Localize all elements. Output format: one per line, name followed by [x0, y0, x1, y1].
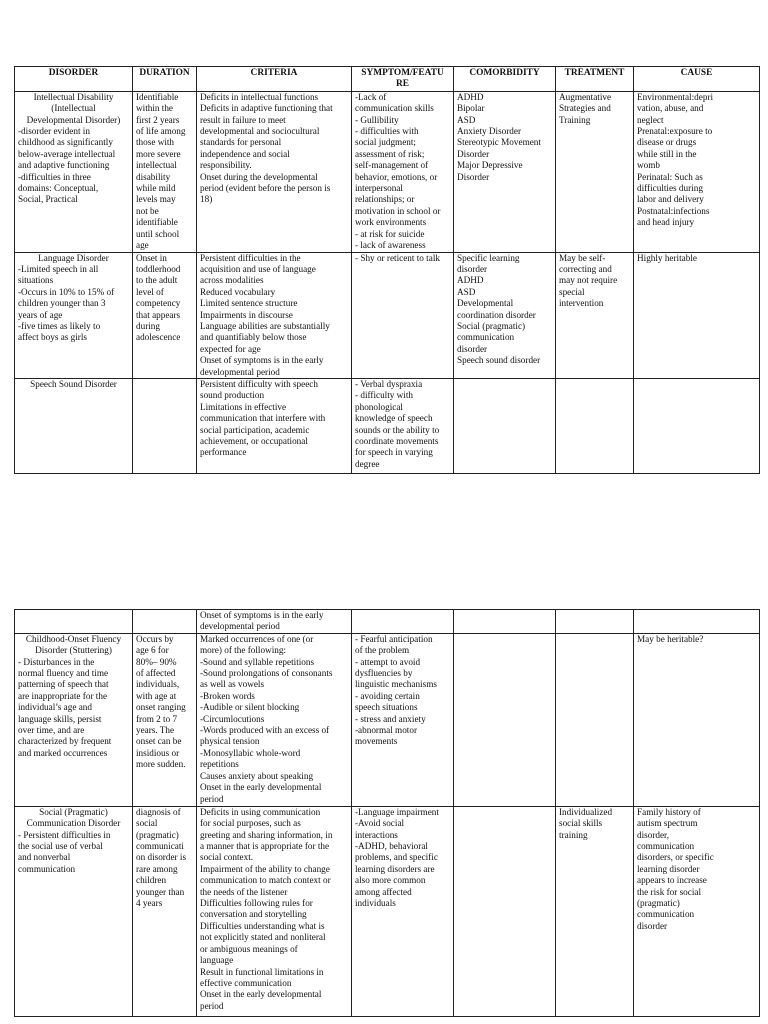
symptom-line: - Verbal dyspraxia — [355, 378, 423, 389]
cell-disorder — [15, 378, 133, 473]
cause-line: Postnatal:infections — [637, 205, 710, 216]
cause-line: Prenatal:exposure to — [637, 126, 713, 137]
cause-line: neglect — [637, 114, 664, 125]
cell-treatment — [556, 91, 634, 252]
cause-line: disorders, or specific — [637, 852, 714, 863]
disorder-note-line: -Limited speech in all — [18, 263, 99, 274]
symptom-line: social judgment; — [355, 137, 416, 148]
disorder-name-line: Childhood-Onset Fluency — [25, 633, 122, 644]
disorder-note-line: children younger than 3 — [18, 298, 106, 309]
comorbidity-line: Stereotypic Movement — [457, 137, 541, 148]
criteria-line: a manner that is appropriate for the — [200, 841, 330, 852]
duration-line: children — [136, 875, 167, 886]
duration-line: from 2 to 7 — [136, 713, 178, 724]
cell-comorbidity — [454, 806, 556, 1016]
criteria-line: Impairment of the ability to change — [200, 863, 330, 874]
criteria-line: across modalities — [200, 275, 264, 286]
disorder-note-line: childhood as significantly — [18, 137, 113, 148]
cell-duration — [133, 610, 197, 634]
criteria-line: Limited sentence structure — [200, 298, 298, 309]
disorder-note-line: Social, Practical — [18, 194, 78, 205]
criteria-line: developmental and sociocultural — [200, 126, 320, 137]
duration-line: identifiable — [136, 217, 178, 228]
duration-line: that appears — [136, 309, 181, 320]
symptom-line: - difficulty with — [355, 390, 414, 401]
disorder-name-line: Developmental Disorder) — [26, 114, 121, 125]
treatment-line: May be self- — [559, 252, 606, 263]
cell-symptom — [352, 378, 454, 473]
table-row — [15, 91, 760, 252]
cell-cause — [634, 633, 760, 806]
symptom-line: - avoiding certain — [355, 690, 420, 701]
duration-line: diagnosis of — [136, 806, 181, 817]
symptom-line: individuals — [355, 898, 396, 909]
table-row — [15, 378, 760, 473]
duration-line: disability — [136, 171, 171, 182]
table-row — [15, 610, 760, 634]
cause-line: while still in the — [637, 148, 697, 159]
symptom-line: communication skills — [355, 103, 434, 114]
symptom-line: -Lack of — [355, 91, 387, 102]
cause-line: learning disorder — [637, 863, 700, 874]
duration-line: with age at — [136, 690, 177, 701]
header-disorder: DISORDER — [15, 67, 133, 92]
duration-line: Occurs by — [136, 633, 174, 644]
comorbidity-line: ASD — [457, 286, 476, 297]
duration-line: 4 years — [136, 898, 163, 909]
cause-line: womb — [637, 160, 660, 171]
treatment-line: correcting and — [559, 263, 612, 274]
symptom-line: -ADHD, behavioral — [355, 841, 428, 852]
criteria-line: social participation, academic — [200, 424, 310, 435]
comorbidity-line: Disorder — [457, 148, 490, 159]
symptom-line: relationships; or — [355, 194, 415, 205]
cause-line: labor and delivery — [637, 194, 704, 205]
criteria-line: physical tension — [200, 736, 260, 747]
symptom-line: self-management of — [355, 160, 429, 171]
criteria-line: developmental period — [200, 621, 280, 632]
criteria-line: social context. — [200, 852, 254, 863]
comorbidity-line: ADHD — [457, 91, 484, 102]
duration-line: intellectual — [136, 160, 177, 171]
duration-line: individuals, — [136, 679, 180, 690]
cell-criteria — [197, 633, 352, 806]
header-row — [15, 67, 760, 92]
disorder-note-line: -disorder evident in — [18, 126, 90, 137]
header-symptom: SYMPTOM/FEATU RE — [352, 67, 454, 92]
disorder-note-line: below-average intellectual — [18, 148, 116, 159]
treatment-line: Strategies and — [559, 103, 611, 114]
criteria-line: Deficits in intellectual functions — [200, 91, 319, 102]
criteria-line: Persistent difficulties in the — [200, 252, 301, 263]
symptom-line: among affected — [355, 886, 412, 897]
duration-line: within the — [136, 103, 174, 114]
cell-symptom — [352, 91, 454, 252]
treatment-line: may not require — [559, 275, 618, 286]
symptom-line: -Language impairment — [355, 806, 439, 817]
symptom-line: degree — [355, 458, 380, 469]
treatment-line: training — [559, 829, 588, 840]
cell-symptom — [352, 806, 454, 1016]
criteria-line: communication that interfere with — [200, 413, 326, 424]
comorbidity-line: Speech sound disorder — [457, 355, 541, 366]
disorder-note-line: patterning of speech that — [18, 679, 109, 690]
criteria-line: achievement, or occupational — [200, 436, 308, 446]
symptom-line: - Fearful anticipation — [355, 633, 433, 644]
symptom-line: knowledge of speech — [355, 413, 433, 424]
disorder-name-line: Intellectual Disability — [33, 91, 114, 102]
criteria-line: Impairments in discourse — [200, 309, 293, 320]
cell-disorder — [15, 806, 133, 1016]
criteria-line: -Sound prolongations of consonants — [200, 668, 333, 679]
criteria-line: Deficits in adaptive functioning that — [200, 103, 333, 114]
criteria-line: -Words produced with an excess of — [200, 725, 330, 736]
cell-symptom — [352, 252, 454, 378]
disorder-note-line: the social use of verbal — [18, 841, 103, 852]
cell-duration — [133, 252, 197, 378]
duration-line: social — [136, 818, 158, 829]
cause-line: communication — [637, 841, 695, 852]
criteria-line: Deficits in using communication — [200, 806, 321, 817]
criteria-line: standards for personal — [200, 137, 282, 148]
disorder-name-line: Communication Disorder — [26, 818, 121, 829]
cell-criteria — [197, 610, 352, 634]
criteria-line: language — [200, 955, 234, 966]
duration-line: age — [136, 240, 149, 251]
treatment-line: Individualized — [559, 806, 613, 817]
cell-comorbidity — [454, 252, 556, 378]
cell-disorder — [15, 633, 133, 806]
cell-duration — [133, 806, 197, 1016]
symptom-line: - attempt to avoid — [355, 656, 421, 667]
comorbidity-line: ADHD — [457, 275, 484, 286]
duration-line: insidious or — [136, 747, 180, 758]
cause-line: Perinatal: Such as — [637, 171, 703, 182]
cause-line: vation, abuse, and — [637, 103, 704, 114]
disorder-name-line: (Intellectual — [51, 103, 96, 114]
disorder-note-line: characterized by frequent — [18, 736, 112, 747]
criteria-line: responsibility. — [200, 160, 252, 171]
cause-line: disease or drugs — [637, 137, 697, 148]
cell-disorder — [15, 610, 133, 634]
criteria-line: more) of the following: — [200, 645, 286, 656]
cell-criteria — [197, 91, 352, 252]
disorder-name-line: Social (Pragmatic) — [39, 806, 108, 817]
comorbidity-line: Social (pragmatic) — [457, 320, 526, 331]
criteria-line: performance — [200, 447, 247, 458]
duration-line: competency — [136, 298, 181, 309]
criteria-line: Marked occurrences of one (or — [200, 633, 314, 644]
disorder-note-line: and marked occurrences — [18, 747, 108, 758]
disorder-note-line: over time, and are — [18, 725, 85, 736]
criteria-line: period — [200, 793, 224, 804]
criteria-line: period (evident before the person is — [200, 183, 331, 194]
comorbidity-line: disorder — [457, 343, 488, 354]
criteria-line: greeting and sharing information, in — [200, 829, 333, 840]
criteria-line: the needs of the listener — [200, 886, 288, 897]
cell-criteria — [197, 806, 352, 1016]
criteria-line: independence and social — [200, 148, 290, 159]
header-comorbidity: COMORBIDITY — [454, 67, 556, 92]
symptom-line: dysfluencies by — [355, 668, 413, 679]
symptom-line: sounds or the ability to — [355, 424, 440, 435]
symptom-line: also more common — [355, 875, 426, 886]
symptom-line: motivation in school or — [355, 205, 441, 216]
cause-line: (pragmatic) — [637, 898, 680, 909]
cell-cause — [634, 610, 760, 634]
criteria-line: expected for age — [200, 343, 261, 354]
disorder-note-line: -Occurs in 10% to 15% of — [18, 286, 115, 297]
duration-line: to the adult — [136, 275, 178, 286]
cell-duration — [133, 378, 197, 473]
criteria-line: period — [200, 1000, 224, 1011]
cell-disorder — [15, 91, 133, 252]
criteria-line: acquisition and use of language — [200, 263, 316, 274]
duration-line: age 6 for — [136, 645, 169, 656]
header-duration: DURATION — [133, 67, 197, 92]
symptom-line: problems, and specific — [355, 852, 438, 863]
symptom-line: coordinate movements — [355, 436, 439, 446]
criteria-line: repetitions — [200, 759, 239, 770]
header-treatment: TREATMENT — [556, 67, 634, 92]
cell-cause — [634, 91, 760, 252]
duration-line: onset ranging — [136, 702, 186, 713]
criteria-line: result in failure to meet — [200, 114, 286, 125]
symptom-line: for speech in varying — [355, 447, 433, 458]
criteria-line: -Broken words — [200, 690, 255, 701]
disorder-note-line: language skills, persist — [18, 713, 102, 724]
header-cause: CAUSE — [634, 67, 760, 92]
comorbidity-line: Developmental — [457, 298, 514, 309]
disorder-note-line: and nonverbal — [18, 852, 71, 863]
symptom-line: - Shy or reticent to talk — [355, 252, 440, 263]
cause-line: Family history of — [637, 806, 701, 817]
disorder-note-line: individual’s age and — [18, 702, 92, 713]
duration-line: younger than — [136, 886, 185, 897]
criteria-line: effective communication — [200, 977, 292, 988]
symptom-line: work environments — [355, 217, 427, 228]
duration-line: rare among — [136, 863, 178, 874]
duration-line: on disorder is — [136, 852, 187, 863]
criteria-line: Limitations in effective — [200, 401, 287, 412]
comorbidity-line: disorder — [457, 263, 488, 274]
criteria-line: for social purposes, such as — [200, 818, 301, 829]
cause-line: the risk for social — [637, 886, 702, 897]
criteria-line: -Sound and syllable repetitions — [200, 656, 315, 667]
header-criteria: CRITERIA — [197, 67, 352, 92]
symptom-line: learning disorders are — [355, 863, 435, 874]
treatment-line: Augmentative — [559, 91, 612, 102]
symptom-line: movements — [355, 736, 398, 747]
criteria-line: -Circumlocutions — [200, 713, 265, 724]
cell-comorbidity — [454, 610, 556, 634]
comorbidity-line: Major Depressive — [457, 160, 523, 171]
criteria-line: Onset of symptoms is in the early — [200, 355, 324, 366]
criteria-line: sound production — [200, 390, 265, 401]
disorder-name-line: Language Disorder — [38, 252, 109, 263]
criteria-line: Difficulties understanding what is — [200, 920, 325, 931]
symptom-line: -Avoid social — [355, 818, 405, 829]
disorders-table-top — [14, 66, 760, 474]
duration-line: onset can be — [136, 736, 182, 747]
comorbidity-line: Disorder — [457, 171, 490, 182]
cell-cause — [634, 378, 760, 473]
criteria-line: Onset in the early developmental — [200, 989, 322, 1000]
treatment-line: social skills — [559, 818, 603, 829]
disorder-note-line: - Persistent difficulties in — [18, 829, 111, 840]
duration-line: more severe — [136, 148, 181, 159]
criteria-line: communication to match context or — [200, 875, 331, 886]
criteria-line: conversation and storytelling — [200, 909, 307, 920]
treatment-line: Training — [559, 114, 591, 125]
cell-treatment — [556, 610, 634, 634]
duration-line: those with — [136, 137, 175, 148]
criteria-line: and quantifiably below those — [200, 332, 307, 343]
symptom-line: behavior, emotions, or — [355, 171, 438, 182]
comorbidity-line: ASD — [457, 114, 476, 125]
duration-line: levels may — [136, 194, 176, 205]
cell-symptom — [352, 633, 454, 806]
table-row — [15, 806, 760, 1016]
disorder-note-line: years of age — [18, 309, 63, 320]
cell-treatment — [556, 633, 634, 806]
criteria-line: or ambiguous meanings of — [200, 943, 298, 954]
cell-treatment — [556, 252, 634, 378]
symptom-line: - stress and anxiety — [355, 713, 426, 724]
cause-line: and head injury — [637, 217, 695, 228]
disorder-note-line: -difficulties in three — [18, 171, 91, 182]
cause-line: disorder, — [637, 829, 670, 840]
duration-line: years. The — [136, 725, 175, 736]
cause-line: Environmental:depri — [637, 91, 714, 102]
cell-treatment — [556, 378, 634, 473]
disorder-note-line: affect boys as girls — [18, 332, 87, 343]
symptom-line: -abnormal motor — [355, 725, 417, 736]
cell-treatment — [556, 806, 634, 1016]
duration-line: more sudden. — [136, 759, 186, 770]
criteria-line: Persistent difficulty with speech — [200, 378, 318, 389]
disorder-note-line: communication — [18, 863, 76, 874]
disorder-note-line: and adaptive functioning — [18, 160, 110, 171]
duration-line: level of — [136, 286, 164, 297]
cell-criteria — [197, 378, 352, 473]
cell-comorbidity — [454, 378, 556, 473]
cause-line: May be heritable? — [637, 633, 704, 644]
duration-line: Identifiable — [136, 91, 179, 102]
disorder-name-line: Speech Sound Disorder — [30, 378, 117, 389]
duration-line: Onset in — [136, 252, 167, 263]
cell-cause — [634, 806, 760, 1016]
disorder-note-line: domains: Conceptual, — [18, 183, 99, 194]
comorbidity-line: Anxiety Disorder — [457, 126, 522, 137]
criteria-line: not explicitly stated and nonliteral — [200, 932, 326, 943]
comorbidity-line: communication — [457, 332, 515, 343]
symptom-line: - difficulties with — [355, 126, 419, 137]
criteria-line: Causes anxiety about speaking — [200, 770, 314, 781]
criteria-line: Reduced vocabulary — [200, 286, 276, 297]
criteria-line: 18) — [200, 194, 213, 205]
cause-line: disorder — [637, 920, 668, 931]
comorbidity-line: Specific learning — [457, 252, 520, 263]
treatment-line: intervention — [559, 298, 604, 309]
disorder-note-line: -five times as likely to — [18, 320, 101, 331]
duration-line: while mild — [136, 183, 176, 194]
symptom-line: - Gullibility — [355, 114, 399, 125]
symptom-line: interpersonal — [355, 183, 403, 194]
duration-line: not be — [136, 205, 159, 216]
cell-cause — [634, 252, 760, 378]
comorbidity-line: coordination disorder — [457, 309, 536, 320]
cell-duration — [133, 633, 197, 806]
criteria-line: -Monosyllabic whole-word — [200, 747, 301, 758]
disorder-note-line: are inappropriate for the — [18, 690, 108, 701]
cell-duration — [133, 91, 197, 252]
table-row — [15, 252, 760, 378]
duration-line: (pragmatic) — [136, 829, 179, 840]
duration-line: of affected — [136, 668, 176, 679]
duration-line: communicati — [136, 841, 184, 852]
symptom-line: - lack of awareness — [355, 240, 426, 251]
symptom-line: - at risk for suicide — [355, 228, 425, 239]
cell-comorbidity — [454, 633, 556, 806]
criteria-line: Onset during the developmental — [200, 171, 318, 182]
cause-line: Highly heritable — [637, 252, 697, 263]
symptom-line: interactions — [355, 829, 398, 840]
duration-line: first 2 years — [136, 114, 180, 125]
duration-line: 80%– 90% — [136, 656, 177, 667]
cause-line: appears to increase — [637, 875, 707, 886]
criteria-line: Language abilities are substantially — [200, 320, 330, 331]
cause-line: communication — [637, 909, 695, 920]
criteria-line: Onset of symptoms is in the early — [200, 610, 324, 620]
duration-line: until school — [136, 228, 180, 239]
disorder-note-line: situations — [18, 275, 54, 286]
duration-line: of life among — [136, 126, 186, 137]
criteria-line: developmental period — [200, 366, 280, 377]
table-row — [15, 633, 760, 806]
disorder-name-line: Disorder (Stuttering) — [35, 645, 112, 656]
disorder-note-line: - Disturbances in the — [18, 656, 95, 667]
cause-line: difficulties during — [637, 183, 703, 194]
cell-criteria — [197, 252, 352, 378]
treatment-line: special — [559, 286, 585, 297]
cause-line: autism spectrum — [637, 818, 698, 829]
symptom-line: assessment of risk; — [355, 148, 425, 159]
duration-line: toddlerhood — [136, 263, 181, 274]
criteria-line: as well as vowels — [200, 679, 265, 690]
duration-line: adolescence — [136, 332, 181, 343]
symptom-line: phonological — [355, 401, 403, 412]
criteria-line: Onset in the early developmental — [200, 782, 322, 793]
comorbidity-line: Bipolar — [457, 103, 485, 114]
cell-disorder — [15, 252, 133, 378]
criteria-line: Result in functional limitations in — [200, 966, 324, 977]
symptom-line: speech situations — [355, 702, 418, 713]
disorder-note-line: normal fluency and time — [18, 668, 109, 679]
disorders-table-bottom — [14, 609, 760, 1017]
cell-symptom — [352, 610, 454, 634]
duration-line: during — [136, 320, 160, 331]
symptom-line: of the problem — [355, 645, 410, 656]
symptom-line: linguistic mechanisms — [355, 679, 437, 690]
criteria-line: Difficulties following rules for — [200, 898, 313, 909]
cell-comorbidity — [454, 91, 556, 252]
criteria-line: -Audible or silent blocking — [200, 702, 300, 713]
